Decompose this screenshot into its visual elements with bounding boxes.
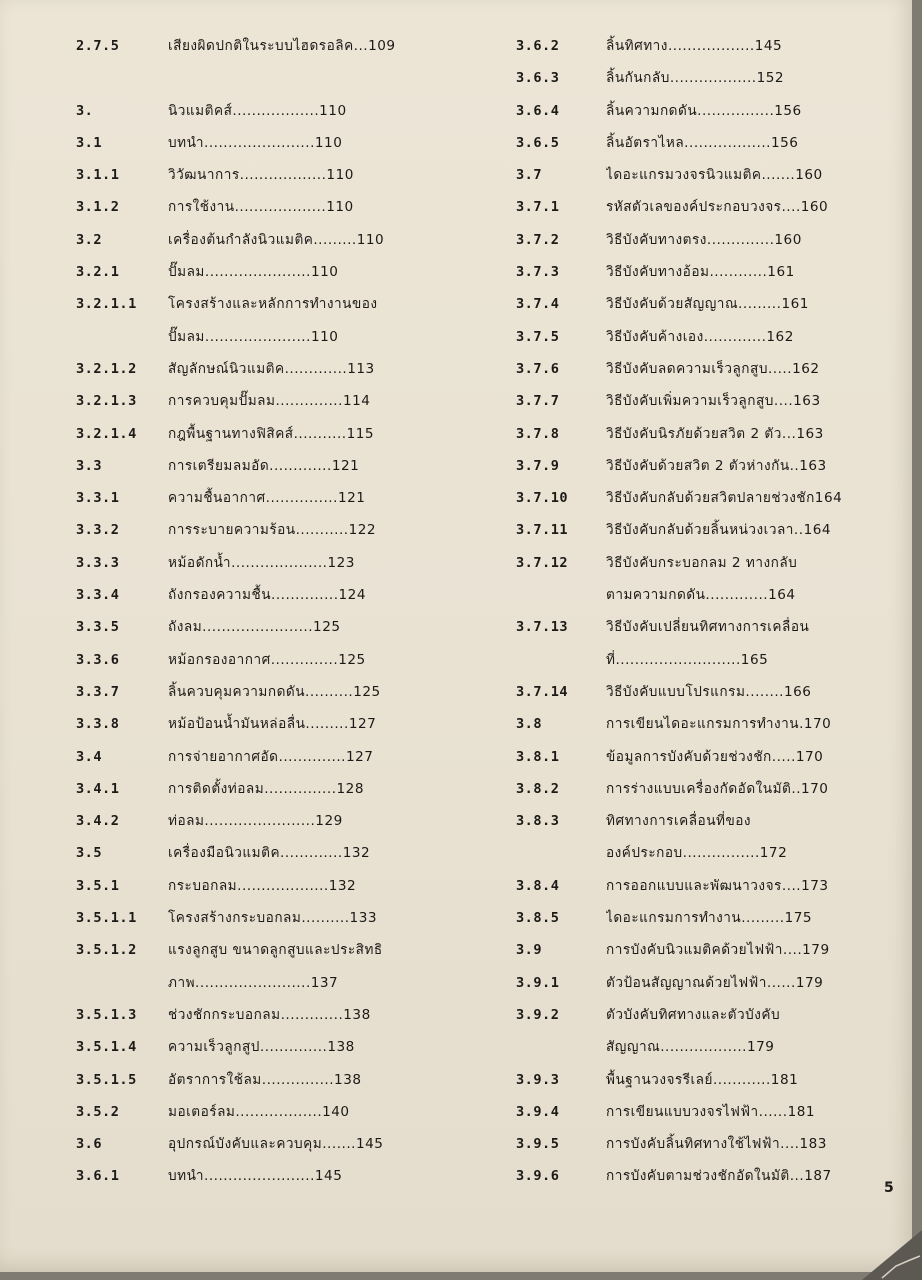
toc-entry-title: การออกแบบและพัฒนาวงจร....173	[606, 877, 829, 894]
toc-entry-number: 3.5.1	[76, 877, 120, 894]
toc-entry-number: 3.7.5	[516, 328, 560, 345]
toc-entry	[76, 260, 476, 292]
toc-entry-title: การร่างแบบเครื่องกัดอัดในมัติ..170	[606, 780, 829, 797]
toc-entry	[516, 938, 910, 970]
toc-entry-number: 3.7.10	[516, 490, 569, 507]
toc-entry-number: 3.2.1.1	[76, 296, 137, 313]
toc-entry	[516, 99, 910, 131]
toc-entry-title: ตัวบังคับทิศทางและตัวบังคับ	[606, 1006, 781, 1023]
toc-entry-number: 3.5.1.5	[76, 1071, 137, 1088]
toc-entry-number: 3.3.2	[76, 522, 120, 539]
toc-entry	[76, 1068, 476, 1100]
toc-entry-title: โครงสร้างและหลักการทำงานของ	[168, 296, 378, 313]
toc-entry-number: 3.1.2	[76, 199, 120, 216]
toc-entry	[76, 680, 476, 712]
toc-entry	[76, 325, 476, 357]
toc-entry-number: 3.5.1.3	[76, 1006, 137, 1023]
toc-entry-title: ถังกรองความชื้น..............124	[168, 587, 366, 604]
toc-entry-number: 3.4.1	[76, 780, 120, 797]
toc-entry-number: 3.7.3	[516, 264, 560, 281]
toc-entry-title: ลิ้นกันกลับ..................152	[606, 70, 785, 87]
toc-entry	[76, 1035, 476, 1067]
toc-entry	[76, 486, 476, 518]
toc-entry	[516, 906, 910, 938]
toc-entry-number: 3.6.3	[516, 70, 560, 87]
toc-entry-title: ลิ้นทิศทาง..................145	[606, 38, 783, 54]
toc-entry	[516, 615, 910, 647]
toc-entry	[76, 777, 476, 809]
toc-entry-title: ลิ้นอัตราไหล..................156	[606, 134, 799, 151]
toc-entry-title: วิธีบังคับทางอ้อม............161	[606, 264, 795, 281]
toc-entry	[76, 906, 476, 938]
toc-entry-title: สัญลักษณ์นิวแมติค.............113	[168, 360, 375, 377]
toc-entry-number: 3.3.4	[76, 587, 120, 604]
toc-entry-number: 3.3	[76, 457, 103, 474]
toc-entry	[516, 131, 910, 163]
toc-entry-number: 3.8.4	[516, 877, 560, 894]
toc-entry-number: 3.7.9	[516, 457, 560, 474]
toc-entry-title: วิธีบังคับกระบอกลม 2 ทางกลับ	[606, 554, 798, 571]
toc-entry-title: วิวัฒนาการ..................110	[168, 167, 354, 184]
toc-entry	[516, 874, 910, 906]
toc-entry-title: การบังคับตามช่วงชักอัดในมัติ...187	[606, 1168, 832, 1185]
toc-entry-number: 3.7.1	[516, 199, 560, 216]
toc-entry	[516, 745, 910, 777]
toc-entry-number: 3.1	[76, 134, 103, 151]
toc-entry	[76, 228, 476, 260]
toc-entry-title: ลิ้นความกดดัน................156	[606, 102, 802, 119]
toc-entry	[516, 583, 910, 615]
toc-entry	[516, 260, 910, 292]
toc-entry-title: กระบอกลม...................132	[168, 877, 357, 894]
toc-entry-title: วิธีบังคับลดความเร็วลูกสูบ.....162	[606, 360, 820, 377]
toc-entry-number: 3.2	[76, 231, 103, 248]
toc-entry	[76, 615, 476, 647]
toc-entry-number: 3.1.1	[76, 167, 120, 184]
toc-entry	[516, 1100, 910, 1132]
toc-entry-number: 3.7.4	[516, 296, 560, 313]
toc-entry-number: 3.5.2	[76, 1103, 120, 1120]
toc-entry	[76, 163, 476, 195]
toc-entry-title: ข้อมูลการบังคับด้วยช่วงชัก.....170	[606, 748, 824, 765]
toc-entry-title: ภาพ........................137	[168, 974, 339, 991]
toc-entry-title: มอเตอร์ลม..................140	[168, 1103, 350, 1120]
toc-entry-number: 3.9.5	[516, 1136, 560, 1153]
toc-entry-title: อัตราการใช้ลม...............138	[168, 1071, 362, 1088]
toc-entry	[516, 422, 910, 454]
toc-entry-title: หม้อป้อนน้ำมันหล่อลื่น.........127	[168, 716, 377, 733]
toc-entry-number: 3.7.11	[516, 522, 569, 539]
toc-entry-number: 3.7.2	[516, 231, 560, 248]
toc-entry-title: ถังลม.......................125	[168, 619, 341, 636]
toc-entry	[516, 809, 910, 841]
toc-entry-title: ตัวป้อนสัญญาณด้วยไฟฟ้า......179	[606, 974, 824, 991]
toc-entry-number: 3.2.1	[76, 264, 120, 281]
toc-entry-number: 3.3.3	[76, 554, 120, 571]
toc-entry-title: การควบคุมปั๊มลม..............114	[168, 393, 371, 410]
toc-entry-title: วิธีบังคับค้างเอง.............162	[606, 328, 794, 345]
toc-entry	[76, 34, 476, 66]
toc-entry	[76, 841, 476, 873]
toc-entry	[516, 389, 910, 421]
toc-right-column	[516, 34, 910, 1197]
toc-entry	[76, 454, 476, 486]
toc-entry-title: วิธีบังคับแบบโปรแกรม........166	[606, 683, 812, 700]
toc-entry	[516, 66, 910, 98]
toc-entry-title: การเขียนไดอะแกรมการทำงาน.170	[606, 716, 832, 733]
toc-entry	[516, 551, 910, 583]
toc-entry-title: รหัสตัวเลของค์ประกอบวงจร....160	[606, 199, 829, 216]
toc-entry-number: 3.6	[76, 1136, 103, 1153]
toc-entry-title: บทนำ.......................145	[168, 1168, 343, 1185]
toc-entry	[516, 486, 910, 518]
toc-entry-number: 3.8.2	[516, 780, 560, 797]
toc-entry	[516, 971, 910, 1003]
toc-entry-title: ความเร็วลูกสูป..............138	[168, 1039, 355, 1056]
toc-entry	[76, 648, 476, 680]
toc-entry-number: 3.2.1.4	[76, 425, 137, 442]
toc-entry-number: 3.9.2	[516, 1006, 560, 1023]
toc-entry-title: เครื่องมือนิวแมติค.............132	[168, 845, 371, 862]
toc-entry-number: 3.6.2	[516, 38, 560, 54]
toc-entry-number: 3.9.1	[516, 974, 560, 991]
toc-entry-title: วิธีบังคับเปลี่ยนทิศทางการเคลื่อน	[606, 619, 810, 636]
toc-entry-number: 3.5.1.4	[76, 1039, 137, 1056]
toc-entry	[76, 583, 476, 615]
toc-entry	[516, 357, 910, 389]
toc-entry-number: 3.	[76, 102, 94, 119]
toc-entry-title: หม้อกรองอากาศ..............125	[168, 651, 366, 668]
toc-entry-number: 3.7.8	[516, 425, 560, 442]
toc-entry	[76, 971, 476, 1003]
toc-entry-number: 3.8.3	[516, 813, 560, 830]
toc-entry-number: 3.3.6	[76, 651, 120, 668]
toc-entry-number: 3.7.6	[516, 360, 560, 377]
toc-entry-number: 3.9	[516, 942, 543, 959]
toc-entry-number: 3.3.7	[76, 683, 120, 700]
toc-entry-title: ลิ้นควบคุมความกดดัน..........125	[168, 683, 381, 700]
toc-entry-title: การเตรียมลมอัด.............121	[168, 457, 360, 474]
toc-entry	[76, 66, 476, 98]
toc-entry	[516, 1068, 910, 1100]
toc-entry-title: การเขียนแบบวงจรไฟฟ้า......181	[606, 1103, 816, 1120]
toc-entry	[76, 809, 476, 841]
toc-entry	[516, 34, 910, 66]
toc-entry-title: ตามความกดดัน.............164	[606, 587, 796, 604]
toc-entry-title: ท่อลม.......................129	[168, 813, 343, 830]
toc-entry	[516, 454, 910, 486]
toc-entry	[516, 1164, 910, 1196]
toc-entry-title: การติดตั้งท่อลม...............128	[168, 780, 364, 797]
toc-entry	[516, 292, 910, 324]
toc-entry-number: 3.5	[76, 845, 103, 862]
toc-entry-number: 3.7.14	[516, 683, 569, 700]
toc-entry-number: 3.7.7	[516, 393, 560, 410]
paper-corner-fold	[862, 1230, 922, 1280]
toc-entry	[516, 1132, 910, 1164]
toc-entry-title: วิธีบังคับกลับด้วยสวิตปลายช่วงชัก164	[606, 490, 843, 507]
toc-entry-title: ปั๊มลม......................110	[168, 328, 339, 345]
toc-left-column	[76, 34, 476, 1197]
toc-entry	[516, 777, 910, 809]
toc-entry	[516, 1003, 910, 1035]
toc-entry	[76, 938, 476, 970]
toc-entry-title: องค์ประกอบ................172	[606, 845, 788, 862]
toc-entry	[76, 874, 476, 906]
page-number: 5	[884, 1180, 894, 1196]
toc-entry	[516, 518, 910, 550]
toc-entry	[76, 1003, 476, 1035]
toc-entry-number: 3.9.6	[516, 1168, 560, 1185]
toc-entry-title: การระบายความร้อน...........122	[168, 522, 377, 539]
toc-entry	[76, 422, 476, 454]
toc-entry	[516, 325, 910, 357]
toc-entry	[76, 1132, 476, 1164]
toc-entry-number: 3.3.5	[76, 619, 120, 636]
toc-entry	[516, 841, 910, 873]
toc-entry-title: กฎพื้นฐานทางฟิสิคส์...........115	[168, 425, 375, 442]
toc-entry-title: การบังคับนิวแมติคด้วยไฟฟ้า....179	[606, 942, 830, 959]
toc-entry-title: ไดอะแกรมการทำงาน.........175	[606, 910, 813, 927]
toc-entry	[76, 195, 476, 227]
toc-entry-title: ไดอะแกรมวงจรนิวแมติค.......160	[606, 167, 823, 184]
toc-entry-title: วิธีบังคับด้วยสวิต 2 ตัวห่างกัน..163	[606, 457, 827, 474]
toc-entry-title: นิวแมติคส์..................110	[168, 102, 347, 119]
toc-entry	[76, 518, 476, 550]
toc-entry	[76, 292, 476, 324]
toc-entry-title: ช่วงชักกระบอกลม.............138	[168, 1006, 371, 1023]
toc-entry-number: 3.6.1	[76, 1168, 120, 1185]
toc-entry-number: 2.7.5	[76, 38, 120, 54]
toc-entry-title: วิธีบังคับกลับด้วยลิ้นหน่วงเวลา..164	[606, 522, 832, 539]
toc-entry-title: การใช้งาน...................110	[168, 199, 354, 216]
toc-entry-number: 3.3.1	[76, 490, 120, 507]
toc-entry-title: ทิศทางการเคลื่อนที่ของ	[606, 813, 752, 830]
toc-entry-title: วิธีบังคับทางตรง..............160	[606, 231, 802, 248]
toc-entry-title: พื้นฐานวงจรรีเลย์............181	[606, 1071, 799, 1088]
toc-entry-number: 3.7	[516, 167, 543, 184]
toc-entry-title: ปั๊มลม......................110	[168, 264, 339, 281]
toc-entry-number: 3.2.1.2	[76, 360, 137, 377]
toc-entry	[516, 680, 910, 712]
toc-entry-number: 3.6.4	[516, 102, 560, 119]
toc-entry-title: บทนำ.......................110	[168, 134, 343, 151]
toc-entry-number: 3.8	[516, 716, 543, 733]
toc-entry-title: วิธีบังคับด้วยสัญญาณ.........161	[606, 296, 809, 313]
toc-entry-title: สัญญาณ..................179	[606, 1039, 775, 1056]
toc-entry-number: 3.9.4	[516, 1103, 560, 1120]
toc-entry-title: ความชื้นอากาศ...............121	[168, 490, 366, 507]
toc-entry-title: แรงลูกสูบ ขนาดลูกสูบและประสิทธิ	[168, 942, 383, 959]
toc-entry-number: 3.9.3	[516, 1071, 560, 1088]
toc-entry-number: 3.4	[76, 748, 103, 765]
toc-entry	[516, 163, 910, 195]
toc-entry	[516, 228, 910, 260]
toc-entry-number: 3.5.1.1	[76, 910, 137, 927]
toc-entry	[76, 1100, 476, 1132]
toc-entry-title: เครื่องต้นกำลังนิวแมติค.........110	[168, 231, 385, 248]
toc-entry-title: การบังคับลิ้นทิศทางใช้ไฟฟ้า....183	[606, 1136, 827, 1153]
toc-entry-number: 3.3.8	[76, 716, 120, 733]
toc-entry	[76, 131, 476, 163]
toc-entry	[76, 745, 476, 777]
toc-entry-number: 3.8.5	[516, 910, 560, 927]
toc-entry-number: 3.7.13	[516, 619, 569, 636]
toc-entry	[76, 99, 476, 131]
toc-entry-number: 3.4.2	[76, 813, 120, 830]
toc-entry	[516, 648, 910, 680]
toc-entry	[76, 712, 476, 744]
toc-entry-number: 3.6.5	[516, 134, 560, 151]
toc-entry	[516, 1035, 910, 1067]
toc-entry	[516, 712, 910, 744]
toc-entry-title: วิธีบังคับนิรภัยด้วยสวิต 2 ตัว...163	[606, 425, 824, 442]
toc-entry-title: วิธีบังคับเพิ่มความเร็วลูกสูบ....163	[606, 393, 821, 410]
toc-entry	[76, 389, 476, 421]
toc-entry-title: อุปกรณ์บังคับและควบคุม.......145	[168, 1136, 384, 1153]
toc-entry-title: หม้อดักน้ำ....................123	[168, 554, 355, 571]
toc-entry-number: 3.2.1.3	[76, 393, 137, 410]
toc-entry	[76, 1164, 476, 1196]
toc-entry-number: 3.7.12	[516, 554, 569, 571]
toc-entry-number: 3.5.1.2	[76, 942, 137, 959]
toc-entry-title: การจ่ายอากาศอัด..............127	[168, 748, 374, 765]
toc-entry-title: ที่..........................165	[606, 651, 769, 668]
toc-entry	[76, 357, 476, 389]
toc-entry-number: 3.8.1	[516, 748, 560, 765]
toc-entry	[76, 551, 476, 583]
toc-entry	[516, 195, 910, 227]
toc-entry-title: เสียงผิดปกติในระบบไฮดรอลิค...109	[168, 38, 396, 54]
toc-entry-title: โครงสร้างกระบอกลม..........133	[168, 910, 378, 927]
